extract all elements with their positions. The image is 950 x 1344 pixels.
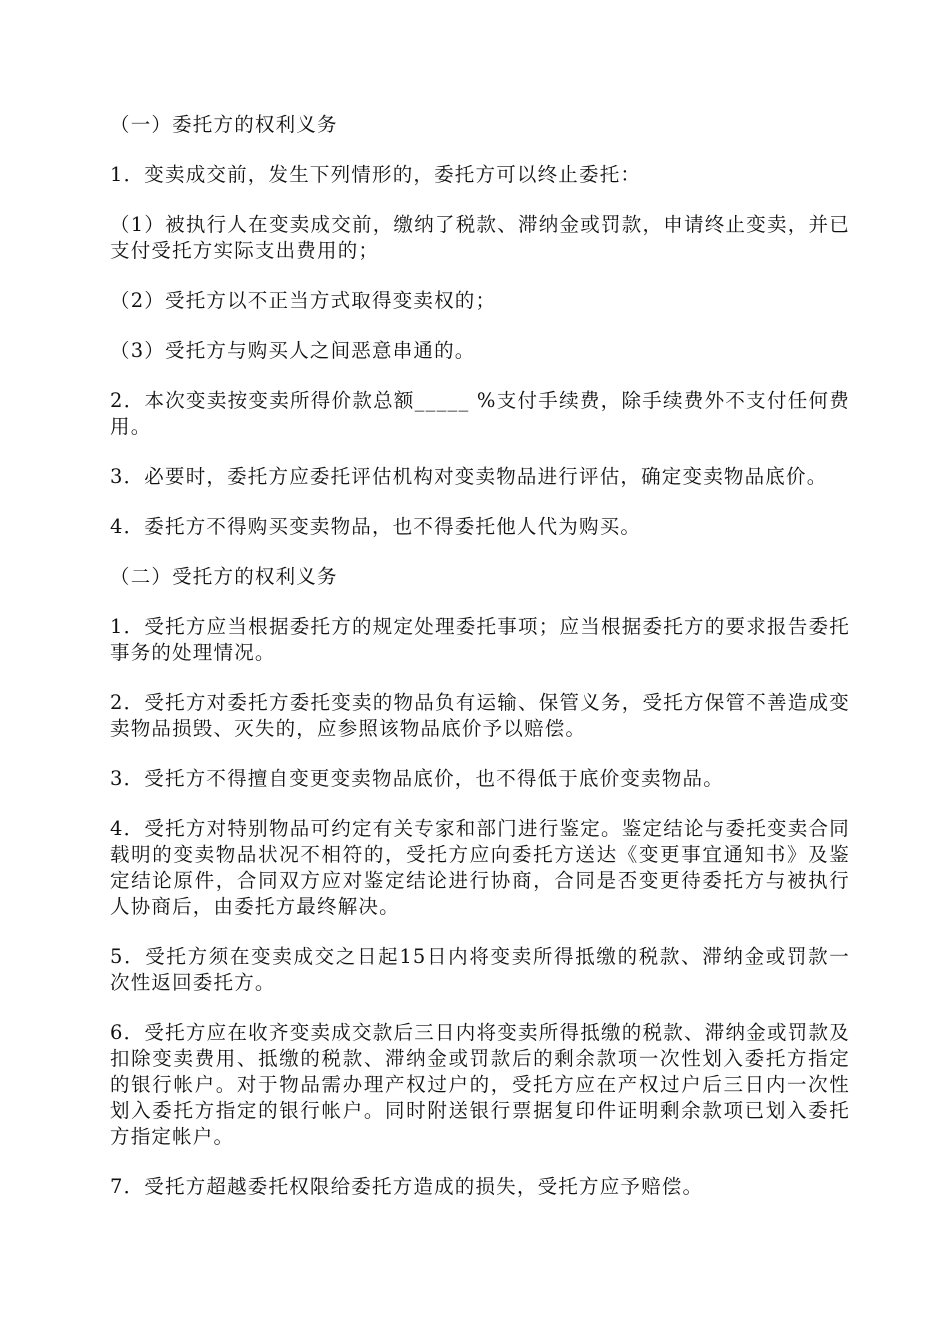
clause-paragraph: 7．受托方超越委托权限给委托方造成的损失，受托方应予赔偿。 bbox=[110, 1175, 704, 1198]
clause-paragraph: 3．受托方不得擅自变更变卖物品底价，也不得低于底价变卖物品。 bbox=[110, 767, 724, 790]
section-heading-agent: （二）受托方的权利义务 bbox=[110, 565, 338, 588]
clause-paragraph: 6．受托方应在收齐变卖成交款后三日内将变卖所得抵缴的税款、滞纳金或罚款及扣除变卖费用、抵缴的税款、滞纳金或罚款后的剩余款项一次性划入委托方指定的银行帐户。对于物品需办理产权过户的，受托方应在产权过户后三日内一次性划入委托方指定的银行帐户。同时附送银行票据复印件证明剩余款项已划入委托方指定帐户。 bbox=[110, 1021, 850, 1148]
clause-paragraph: 1．变卖成交前，发生下列情形的，委托方可以终止委托： bbox=[110, 163, 642, 186]
clause-paragraph: 2．本次变卖按变卖所得价款总额_____ %支付手续费，除手续费外不支付任何费用。 bbox=[110, 389, 850, 438]
section-heading-client: （一）委托方的权利义务 bbox=[110, 113, 338, 136]
clause-paragraph: 3．必要时，委托方应委托评估机构对变卖物品进行评估，确定变卖物品底价。 bbox=[110, 465, 828, 488]
clause-paragraph: 2．受托方对委托方委托变卖的物品负有运输、保管义务，受托方保管不善造成变卖物品损毁、灭失的，应参照该物品底价予以赔偿。 bbox=[110, 691, 850, 740]
sub-clause-paragraph: （2）受托方以不正当方式取得变卖权的； bbox=[110, 289, 497, 312]
document-page bbox=[110, 112, 850, 1224]
clause-paragraph: 4．委托方不得购买变卖物品，也不得委托他人代为购买。 bbox=[110, 515, 642, 538]
clause-paragraph: 1．受托方应当根据委托方的规定处理委托事项；应当根据委托方的要求报告委托事务的处理情况。 bbox=[110, 615, 850, 664]
sub-clause-paragraph: （1）被执行人在变卖成交前，缴纳了税款、滞纳金或罚款，申请终止变卖，并已支付受托方实际支出费用的； bbox=[110, 213, 850, 262]
clause-paragraph: 5．受托方须在变卖成交之日起15日内将变卖所得抵缴的税款、滞纳金或罚款一次性返回委托方。 bbox=[110, 945, 850, 994]
sub-clause-paragraph: （3）受托方与购买人之间恶意串通的。 bbox=[110, 339, 476, 362]
clause-paragraph: 4．受托方对特别物品可约定有关专家和部门进行鉴定。鉴定结论与委托变卖合同载明的变卖物品状况不相符的，受托方应向委托方送达《变更事宜通知书》及鉴定结论原件，合同双方应对鉴定结论进行协商，合同是否变更待委托方与被执行人协商后，由委托方最终解决。 bbox=[110, 817, 850, 918]
